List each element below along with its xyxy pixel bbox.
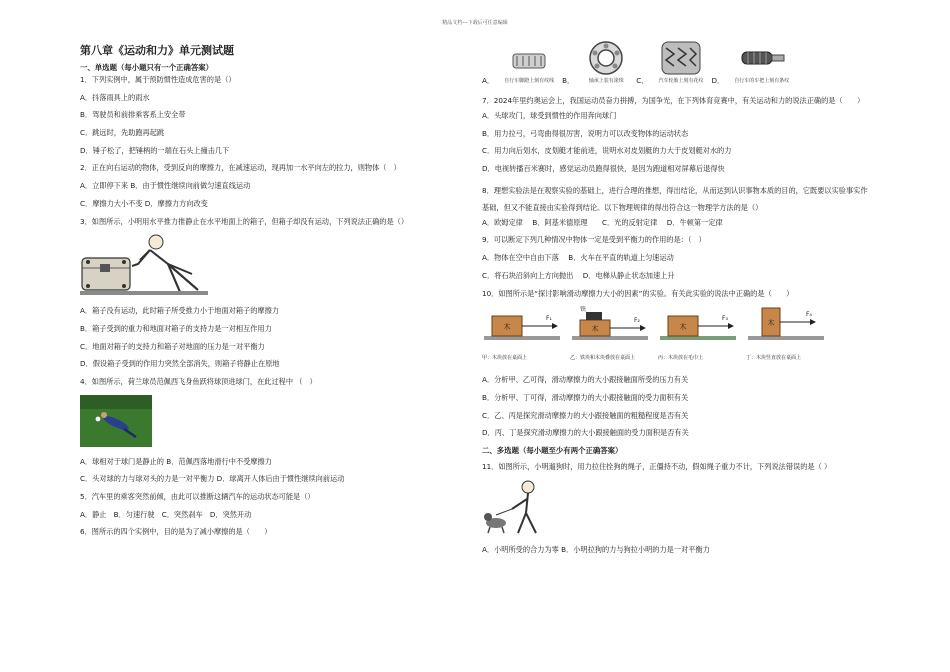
q1-option-b: B．驾驶员和前排乘客系上安全带 <box>80 110 186 120</box>
soccer-header-photo <box>80 395 152 447</box>
question-2: 2．正在向右运动的物体，受到反向的摩擦力，在减速运动，现再加一水平向左的拉力，则物体（ ） <box>80 163 401 173</box>
page-title: 第八章《运动和力》单元测试题 <box>80 44 234 57</box>
question-10: 10．如图所示是“探讨影响滑动摩擦力大小的因素”的实验。有关此实验的说法中正确的是（ ） <box>482 288 794 298</box>
q1-option-a: A．抖落雨具上的雨水 <box>80 92 150 102</box>
pedal-icon <box>509 46 549 76</box>
q10-fig-yi <box>570 306 650 361</box>
tire-tread-icon <box>660 40 702 76</box>
q6-fig-d <box>734 40 789 86</box>
q4-options-ab: A．球相对于球门是静止的 B．范佩西落地滑行中不受摩擦力 <box>80 456 272 466</box>
q10-figure-row <box>482 306 870 361</box>
q2-options-ab: A．立即停下来 B．由于惯性继续向前做匀速直线运动 <box>80 181 251 191</box>
box-pushing-illustration <box>80 234 208 296</box>
q10-fig-bing-caption: 丙：木块放在毛巾上 <box>658 355 704 362</box>
ball-bearing-icon <box>584 40 628 76</box>
friction-setup-jia <box>482 306 562 351</box>
q3-option-a: A．箱子没有运动，此时箱子所受推力小于地面对箱子的摩擦力 <box>80 306 279 316</box>
q7-option-c: C．用力向后划水，皮划艇才能前进，说明水对皮划艇的力大于皮划艇对水的力 <box>482 146 732 156</box>
q9-options-ab: A．物体在空中自由下落 B．火车在平直的轨道上匀速运动 <box>482 253 674 263</box>
question-8: 8．理想实验法是在观察实验的基础上，进行合理的推想，得出结论，从而达到认识事物本质的目的，它既要以实验事实作基础，但又不能直接由实验得到结论。以下物理规律的得出符合这一物理学方法的是（） <box>482 185 868 212</box>
q2-options-cd: C．摩擦力大小不变 D．摩擦力方向改变 <box>80 198 208 208</box>
q6-fig-a-letter: A． <box>482 76 495 85</box>
q9-options-cd: C．将石块沿斜向上方向抛出 D．电梯从静止状态加速上升 <box>482 270 675 280</box>
q10-fig-bing <box>658 306 738 361</box>
q10-fig-jia <box>482 306 562 361</box>
question-7: 7．2024年里约奥运会上，我国运动员奋力拼搏，为国争光，在下列体育竞赛中，有关运动和力的说法正确的是（ ） <box>482 96 865 105</box>
q10-fig-ding-caption: 丁：木块竖直放在桌面上 <box>746 355 802 362</box>
iron-label: 铁 <box>580 306 587 314</box>
q3-option-d: D．假设箱子受到的作用力突然全部消失，则箱子将静止在原地 <box>80 359 280 369</box>
force-label: F₃ <box>722 315 728 323</box>
q7-option-b: B．用力拉弓，弓弯曲得很厉害，说明力可以改变物体的运动状态 <box>482 128 689 138</box>
q10-fig-ding <box>746 306 826 361</box>
q6-fig-b-letter: B． <box>562 76 575 85</box>
question-3: 3．如图所示，小明用水平推力推静止在水平地面上的箱子，但箱子却没有运动，下列说法正确的是（） <box>80 216 409 226</box>
section-single-choice: 一、单选题（每小题只有一个正确答案） <box>80 63 214 72</box>
q6-fig-c-caption: 汽车轮胎上刻有花纹 <box>658 78 704 84</box>
force-label: F₄ <box>806 311 812 319</box>
q6-fig-d-caption: 自行车的车把上刻有条纹 <box>734 78 790 84</box>
q10-option-c: C．乙、丙是探究滑动摩擦力的大小跟接触面的粗糙程度是否有关 <box>482 410 689 420</box>
q10-option-d: D．丙、丁是探究滑动摩擦力的大小跟接触面的受力面积是否有关 <box>482 428 689 438</box>
question-11: 11．如图所示，小明遛狗时，用力拉住拴狗的绳子，正僵持不动，假如绳子重力不计，下列说法错误的是（ ） <box>482 461 832 471</box>
q8-options: A．欧姆定律 B．阿基米德原理 C．光的反射定律 D．牛顿第一定律 <box>482 217 723 227</box>
left-column <box>80 36 468 545</box>
question-4: 4．如图所示，荷兰球员范佩西飞身鱼跃将球顶进球门，在此过程中 （ ） <box>80 376 317 386</box>
header-note: 精品文档---下载后可任意编辑 <box>442 20 508 26</box>
q11-options: A．小明所受的合力为零 B．小明拉狗的力与狗拉小明的力是一对平衡力 <box>482 544 710 554</box>
question-5: 5．汽车里的乘客突然前倾，由此可以推断这辆汽车的运动状态可能是（） <box>80 492 315 501</box>
question-1: 1．下列实例中，属于预防惯性造成危害的是（） <box>80 75 236 84</box>
block-label: 木 <box>591 325 599 334</box>
friction-setup-yi <box>570 306 650 351</box>
q10-option-b: B．分析甲、丁可得，滑动摩擦力的大小跟接触面的受力面积有关 <box>482 392 689 402</box>
q1-option-d: D．锤子松了，把锤柄的一端在石头上撞击几下 <box>80 145 230 155</box>
q3-option-c: C．地面对箱子的支持力和箱子对地面的压力是一对平衡力 <box>80 341 265 351</box>
q6-fig-a <box>504 46 554 86</box>
q10-option-a: A．分析甲、乙可得，滑动摩擦力的大小跟接触面所受的压力有关 <box>482 375 689 385</box>
block-label: 木 <box>767 319 775 328</box>
force-label: F₁ <box>546 315 552 323</box>
dog-walking-illustration <box>482 479 546 535</box>
q7-option-a: A．头球攻门，球受到惯性的作用奔向球门 <box>482 111 617 120</box>
q7-option-d: D．电视转播百米赛时，感觉运动员跑得很快，是因为跑道相对屏幕后退得快 <box>482 164 725 174</box>
handlebar-grip-icon <box>738 40 786 76</box>
q1-option-c: C．跳远时，先助跑再起跳 <box>80 128 165 138</box>
q10-fig-yi-caption: 乙：铁块和木块叠放在桌面上 <box>570 355 636 362</box>
q3-option-b: B．箱子受到的重力和地面对箱子的支持力是一对相互作用力 <box>80 323 272 333</box>
q4-options-cd: C．头对球的力与球对头的力是一对平衡力 D．球离开人体后由于惯性继续向前运动 <box>80 474 345 484</box>
friction-setup-bing <box>658 306 738 351</box>
q6-fig-b <box>584 40 628 86</box>
force-label: F₂ <box>634 317 640 325</box>
question-6: 6．图所示的四个实例中，目的是为了减小摩擦的是（ ） <box>80 527 272 537</box>
q5-options: A．静止 B．匀速行驶 C．突然刹车 D．突然开动 <box>80 509 252 519</box>
q6-fig-d-letter: D． <box>711 76 725 85</box>
block-label: 木 <box>679 323 687 332</box>
q6-fig-c-letter: C． <box>636 76 649 85</box>
block-label: 木 <box>503 323 511 332</box>
q10-fig-jia-caption: 甲：木块放在桌面上 <box>482 355 528 362</box>
right-column <box>482 40 870 563</box>
friction-setup-ding <box>746 306 826 351</box>
q6-figure-row <box>482 40 870 86</box>
q6-fig-b-caption: 轴承上装有滚珠 <box>588 78 624 84</box>
q6-fig-a-caption: 自行车脚蹬上刻有纹线 <box>504 78 555 84</box>
question-9: 9．可以断定下列几种情况中物体一定是受到平衡力的作用的是：（ ） <box>482 235 706 245</box>
section-multiple-choice: 二、多选题（每小题至少有两个正确答案） <box>482 445 623 455</box>
q6-fig-c <box>658 40 703 86</box>
